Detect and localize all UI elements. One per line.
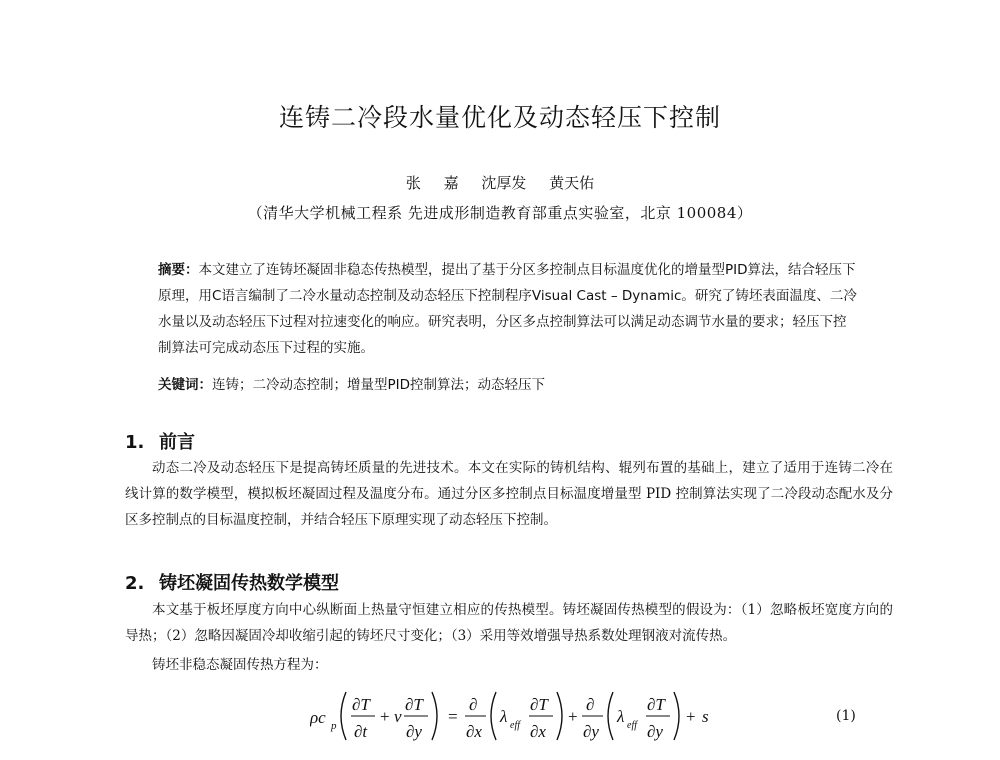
eq-plus: + xyxy=(380,707,390,726)
eq-paren xyxy=(557,692,562,740)
equation-intro-paragraph: 铸坯非稳态凝固传热方程为： xyxy=(152,657,328,673)
eq-d: ∂ xyxy=(586,695,595,714)
abstract-text: 本文建立了连铸坯凝固非稳态传热模型，提出了基于分区多控制点目标温度优化的增量型PID算法，结合轻压下原理，用C语言编制了二冷水量动态控制及动态轻压下控制程序Visual Cast – Dynamic。研究了铸坯表面温度、二冷水量以及动态轻压下过程对拉速变化的响应。研究表明，分区多点控制算法可以满足动态调节水量的要求；轻压下控制算法可完成动态压下过程的实施。 xyxy=(158,262,857,356)
section-heading-model xyxy=(125,569,339,595)
abstract-label: 摘要： xyxy=(158,262,199,278)
eq-dT: ∂T xyxy=(647,695,665,714)
eq-lambda: λ xyxy=(617,707,625,726)
section-heading-intro xyxy=(125,428,195,454)
eq-dT: ∂T xyxy=(405,695,423,714)
eq-d: ∂ xyxy=(469,695,478,714)
eq-v: v xyxy=(394,707,402,726)
paper-title: 连铸二冷段水量优化及动态轻压下控制 xyxy=(278,103,721,132)
equation-number: (1) xyxy=(836,708,856,724)
keywords-block xyxy=(158,375,858,395)
eq-dx: ∂x xyxy=(466,722,482,741)
section-title: 前言 xyxy=(159,432,195,453)
eq-dT: ∂T xyxy=(530,695,548,714)
heat-transfer-equation xyxy=(310,688,750,744)
eq-eff: eff xyxy=(510,720,520,731)
eq-source: s xyxy=(702,707,709,726)
eq-lhs-sub: p xyxy=(331,720,337,732)
abstract-block xyxy=(158,257,858,361)
eq-equals: = xyxy=(448,707,458,726)
eq-eff: eff xyxy=(627,720,637,731)
eq-paren xyxy=(341,692,346,740)
model-paragraph: 本文基于板坯厚度方向中心纵断面上热量守恒建立相应的传热模型。铸坯凝固传热模型的假设为：（1）忽略板坯宽度方向的导热；（2）忽略因凝固冷却收缩引起的铸坯尺寸变化；（3）采用等效增强导热系数处理钢液对流传热。 xyxy=(125,602,893,644)
eq-plus: + xyxy=(568,707,578,726)
eq-dy: ∂y xyxy=(583,722,599,741)
affiliation: （清华大学机械工程系 先进成形制造教育部重点实验室，北京 100084） xyxy=(247,204,753,222)
eq-dy: ∂y xyxy=(406,722,422,741)
eq-paren xyxy=(432,692,437,740)
eq-dy: ∂y xyxy=(647,722,663,741)
eq-dx: ∂x xyxy=(530,722,546,741)
section-number: 2. xyxy=(125,573,145,594)
intro-paragraph: 动态二冷及动态轻压下是提高铸坯质量的先进技术。本文在实际的铸机结构、辊列布置的基础上，建立了适用于连铸二冷在线计算的数学模型，模拟板坯凝固过程及温度分布。通过分区多控制点目标温度增量型 PID 控制算法实现了二冷段动态配水及分区多控制点的目标温度控制，并结合轻压下原理实现了动态轻压下控制。 xyxy=(125,460,893,528)
section-number: 1. xyxy=(125,432,145,453)
author-list: 张 嘉 沈厚发 黄天佑 xyxy=(405,174,595,192)
eq-paren xyxy=(608,692,613,740)
keywords-label: 关键词： xyxy=(158,377,212,393)
keywords-text: 连铸；二冷动态控制；增量型PID控制算法；动态轻压下 xyxy=(212,377,546,393)
eq-dt: ∂t xyxy=(354,722,368,741)
eq-paren xyxy=(491,692,496,740)
eq-lhs-coef: ρc xyxy=(310,708,326,727)
section-title: 铸坯凝固传热数学模型 xyxy=(159,573,339,594)
eq-lambda: λ xyxy=(500,707,508,726)
eq-plus: + xyxy=(686,707,696,726)
eq-dT: ∂T xyxy=(352,695,370,714)
eq-paren xyxy=(674,692,679,740)
